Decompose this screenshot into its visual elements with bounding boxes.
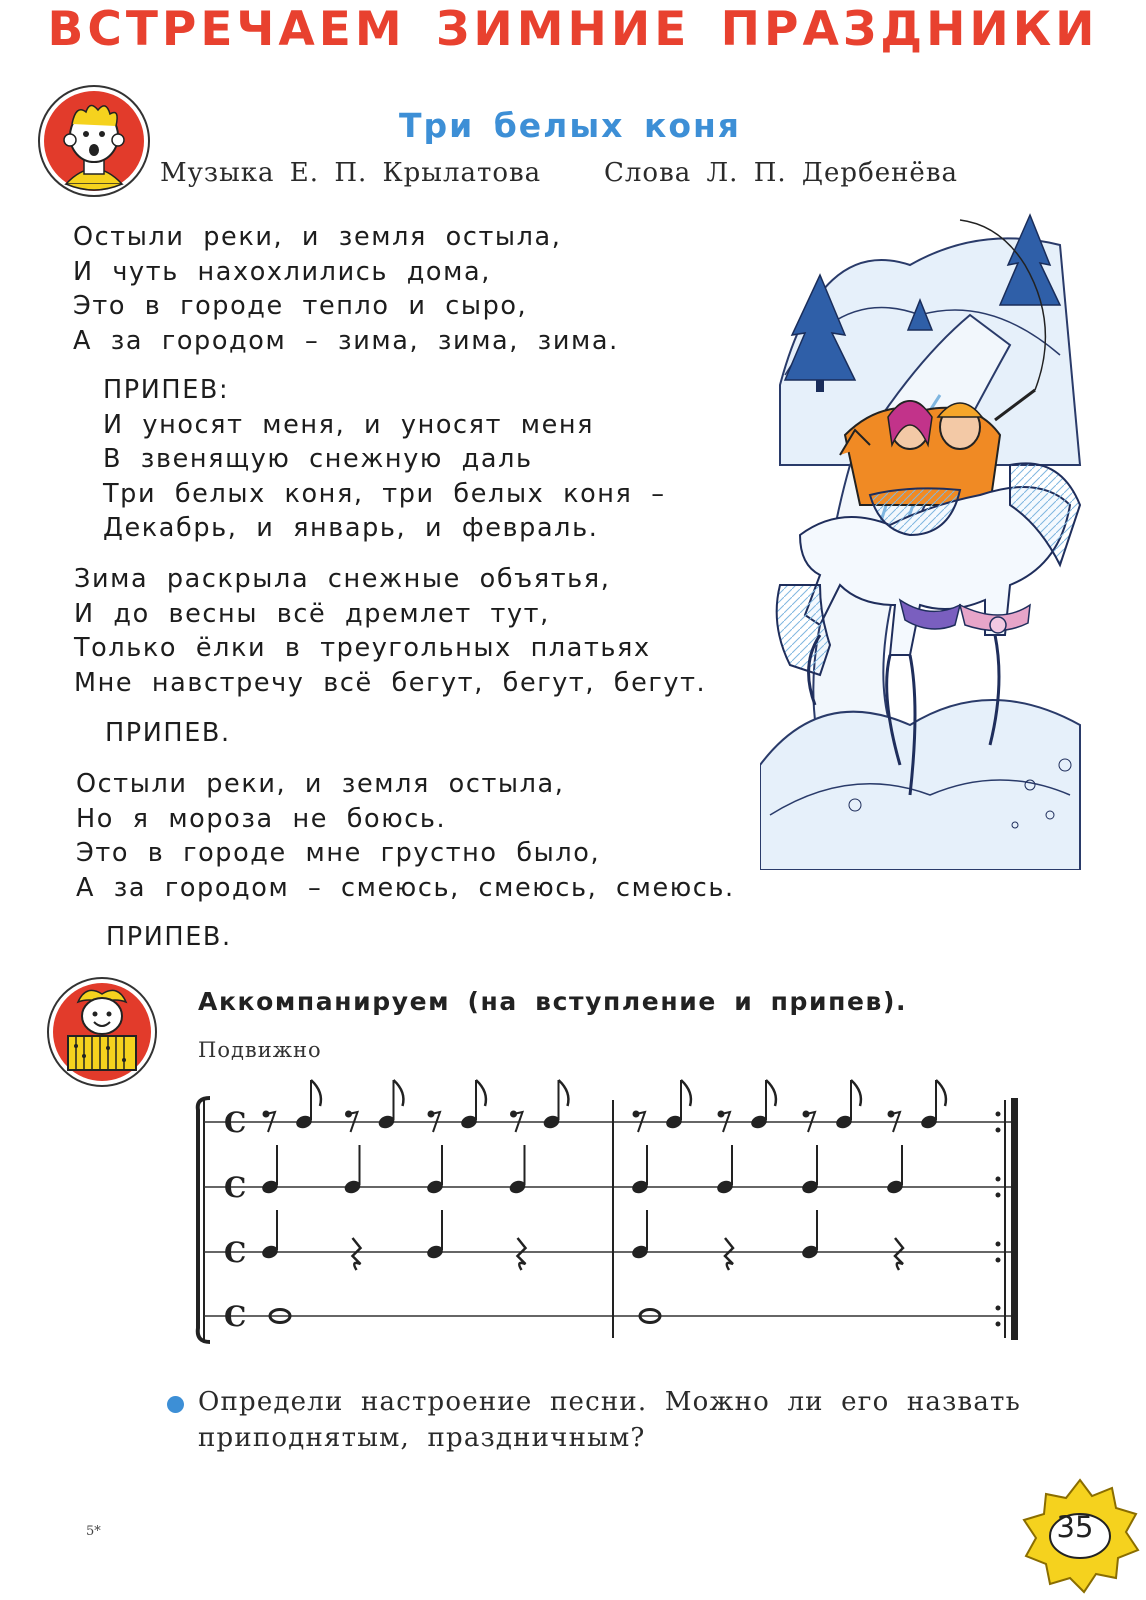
common-time-symbol: C (224, 1236, 247, 1269)
chorus-ref-1: ПРИПЕВ. (105, 718, 231, 748)
lyric-line: Остыли реки, и земля остыла, (73, 222, 562, 252)
troika-illustration (760, 205, 1090, 870)
note-flag (766, 1080, 776, 1106)
footnote-mark: 5* (86, 1524, 101, 1539)
note-flag (851, 1080, 861, 1106)
lyric-line: Это в городе мне грустно было, (76, 838, 601, 868)
common-time-symbol: C (224, 1106, 247, 1139)
quarter-rest (725, 1238, 733, 1270)
verse-3 (76, 767, 735, 905)
lyric-line: Три белых коня, три белых коня – (103, 478, 666, 509)
lyric-line: Но я мороза не боюсь. (76, 803, 447, 834)
lyric-line: А за городом – смеюсь, смеюсь, смеюсь. (76, 872, 735, 903)
verse-2 (74, 562, 706, 700)
lyric-line: Только ёлки в треугольных платьях (74, 633, 651, 663)
lyric-line: И чуть нахохлились дома, (73, 256, 491, 287)
music-credit: Музыка Е. П. Крылатова (160, 158, 542, 188)
lyric-line: Остыли реки, и земля остыла, (76, 769, 565, 799)
chorus-label: ПРИПЕВ: (103, 375, 230, 405)
lyrics-credit: Слова Л. П. Дербенёва (604, 158, 958, 188)
bullet-icon (167, 1396, 184, 1413)
note-flag (476, 1080, 486, 1106)
lyric-line: Мне навстречу всё бегут, бегут, бегут. (74, 667, 707, 698)
singing-child-icon (36, 84, 154, 200)
note-flag (311, 1080, 321, 1106)
chorus (103, 373, 666, 546)
tempo-marking: Подвижно (198, 1038, 322, 1062)
note-flag (394, 1080, 404, 1106)
section-title: ВСТРЕЧАЕМ ЗИМНИЕ ПРАЗДНИКИ (47, 2, 1099, 57)
common-time-symbol: C (224, 1300, 247, 1333)
rhythm-score (190, 1070, 1030, 1360)
lyric-line: И до весны всё дремлет тут, (74, 598, 550, 629)
note-flag (936, 1080, 946, 1106)
lyric-line: И уносят меня, и уносят меня (103, 409, 595, 440)
lyric-line: А за городом – зима, зима, зима. (73, 325, 619, 356)
accordion-child-icon (46, 976, 158, 1088)
repeat-barline-thick (1011, 1098, 1018, 1340)
lyric-line: Это в городе тепло и сыро, (73, 291, 528, 321)
note-flag (681, 1080, 691, 1106)
question-text: Определи настроение песни. Можно ли его назвать приподнятым, праздничным? (198, 1387, 1021, 1453)
page-number: 35 (1056, 1510, 1094, 1544)
quarter-rest (518, 1238, 526, 1270)
accompaniment-heading: Аккомпанируем (на вступление и припев). (198, 987, 908, 1016)
chorus-ref-2: ПРИПЕВ. (106, 922, 232, 952)
verse-1 (73, 220, 619, 358)
lyric-line: Декабрь, и январь, и февраль. (103, 513, 599, 543)
lyric-line: Зима раскрыла снежные объятья, (74, 564, 611, 594)
quarter-rest (895, 1238, 903, 1270)
quarter-rest (353, 1238, 361, 1270)
song-title: Три белых коня (398, 106, 741, 145)
note-flag (559, 1080, 569, 1106)
common-time-symbol: C (224, 1171, 247, 1204)
lyric-line: В звенящую снежную даль (103, 444, 533, 474)
